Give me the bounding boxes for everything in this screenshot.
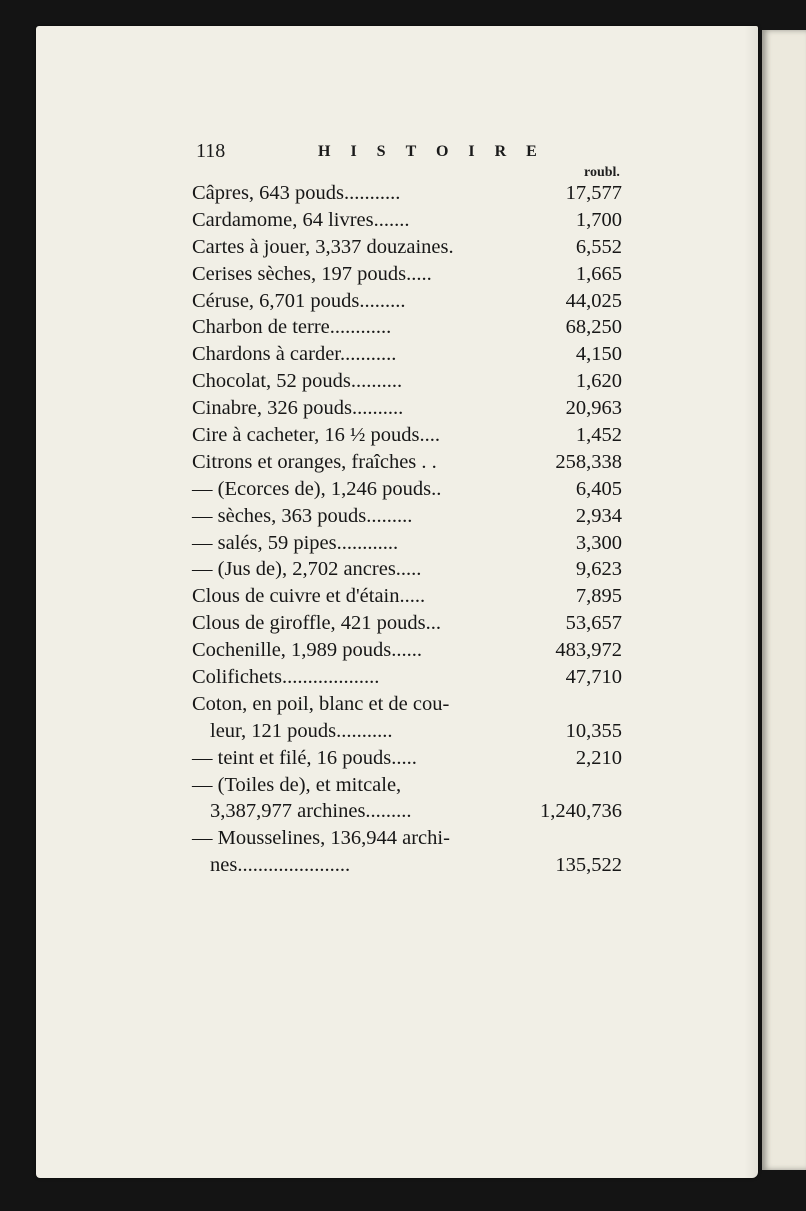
entry-value: 6,405 xyxy=(575,477,622,500)
entry-label: Chocolat, 52 pouds.......... xyxy=(192,370,403,393)
entry-row xyxy=(192,825,622,852)
entry-value: 3,300 xyxy=(575,531,622,554)
entry-value: 44,025 xyxy=(565,289,622,312)
entry-label: 3,387,977 archines......... xyxy=(210,800,412,823)
entry-value: 47,710 xyxy=(565,666,622,689)
entry-label: Cinabre, 326 pouds.......... xyxy=(192,397,404,420)
entry-value: 4,150 xyxy=(575,343,622,366)
entry-value: 53,657 xyxy=(565,612,622,635)
entry-value: 2,934 xyxy=(575,504,622,527)
entry-row xyxy=(192,637,622,664)
entry-value: 258,338 xyxy=(555,450,622,473)
entry-value: 1,452 xyxy=(575,424,622,447)
entry-label: Cire à cacheter, 16 ½ pouds.... xyxy=(192,424,440,447)
entry-label: — (Toiles de), et mitcale, xyxy=(192,773,402,796)
entry-row xyxy=(192,583,622,610)
entry-label: — salés, 59 pipes............ xyxy=(192,531,399,554)
entry-label: nes...................... xyxy=(210,854,351,877)
entry-list xyxy=(192,180,622,879)
entry-value: 9,623 xyxy=(575,558,622,581)
entry-row xyxy=(192,852,622,879)
entry-label: — (Ecorces de), 1,246 pouds.. xyxy=(192,477,442,500)
entry-value: 17,577 xyxy=(565,182,622,204)
entry-row xyxy=(192,422,622,449)
entry-value: 483,972 xyxy=(555,639,622,662)
entry-value: 1,700 xyxy=(575,208,622,231)
page-header xyxy=(196,140,616,168)
entry-label: leur, 121 pouds........... xyxy=(210,719,393,742)
entry-value: 68,250 xyxy=(565,316,622,339)
entry-row xyxy=(192,664,622,691)
entry-value: 10,355 xyxy=(565,719,622,742)
entry-row xyxy=(192,449,622,476)
entry-value: 1,665 xyxy=(575,262,622,285)
entry-label: — teint et filé, 16 pouds..... xyxy=(192,746,417,769)
entry-label: Citrons et oranges, fraîches . . xyxy=(192,450,437,473)
entry-row xyxy=(192,395,622,422)
entry-label: Chardons à carder........... xyxy=(192,343,397,366)
entry-row xyxy=(192,368,622,395)
entry-label: Cerises sèches, 197 pouds..... xyxy=(192,262,432,285)
entry-label: Céruse, 6,701 pouds......... xyxy=(192,289,406,312)
entry-row xyxy=(192,207,622,234)
entry-label: — sèches, 363 pouds......... xyxy=(192,504,413,527)
running-title: HISTOIRE xyxy=(318,143,557,160)
entry-row xyxy=(192,503,622,530)
entry-row xyxy=(192,530,622,557)
entry-label: Charbon de terre............ xyxy=(192,316,392,339)
entry-value: 7,895 xyxy=(575,585,622,608)
entry-row xyxy=(192,745,622,772)
entry-label: Clous de giroffle, 421 pouds... xyxy=(192,612,442,635)
unit-column-header: roubl. xyxy=(584,165,620,180)
entry-row xyxy=(192,234,622,261)
entry-row xyxy=(192,718,622,745)
entry-label: Câpres, 643 pouds........... xyxy=(192,182,401,204)
entry-row xyxy=(192,341,622,368)
entry-row xyxy=(192,772,622,799)
entry-row xyxy=(192,610,622,637)
entry-label: Colifichets................... xyxy=(192,666,380,689)
entry-row xyxy=(192,288,622,315)
page-number: 118 xyxy=(196,140,226,162)
entry-row xyxy=(192,556,622,583)
entry-value: 135,522 xyxy=(555,854,622,877)
entry-label: Coton, en poil, blanc et de cou- xyxy=(192,692,450,715)
entry-row xyxy=(192,180,622,207)
entry-label: Cardamome, 64 livres....... xyxy=(192,208,410,231)
adjacent-page-edge xyxy=(762,30,806,1170)
entry-row xyxy=(192,476,622,503)
entry-label: Clous de cuivre et d'étain..... xyxy=(192,585,426,608)
entry-value: 20,963 xyxy=(565,397,622,420)
entry-label: Cartes à jouer, 3,337 douzaines. xyxy=(192,235,454,258)
entry-row xyxy=(192,691,622,718)
entry-label: — Mousselines, 136,944 archi- xyxy=(192,827,450,850)
entry-value: 1,620 xyxy=(575,370,622,393)
entry-label: — (Jus de), 2,702 ancres..... xyxy=(192,558,422,581)
entry-value: 6,552 xyxy=(575,235,622,258)
entry-value: 2,210 xyxy=(575,746,622,769)
entry-row xyxy=(192,798,622,825)
entry-row xyxy=(192,261,622,288)
entry-row xyxy=(192,314,622,341)
entry-label: Cochenille, 1,989 pouds...... xyxy=(192,639,423,662)
entry-value: 1,240,736 xyxy=(540,800,622,823)
